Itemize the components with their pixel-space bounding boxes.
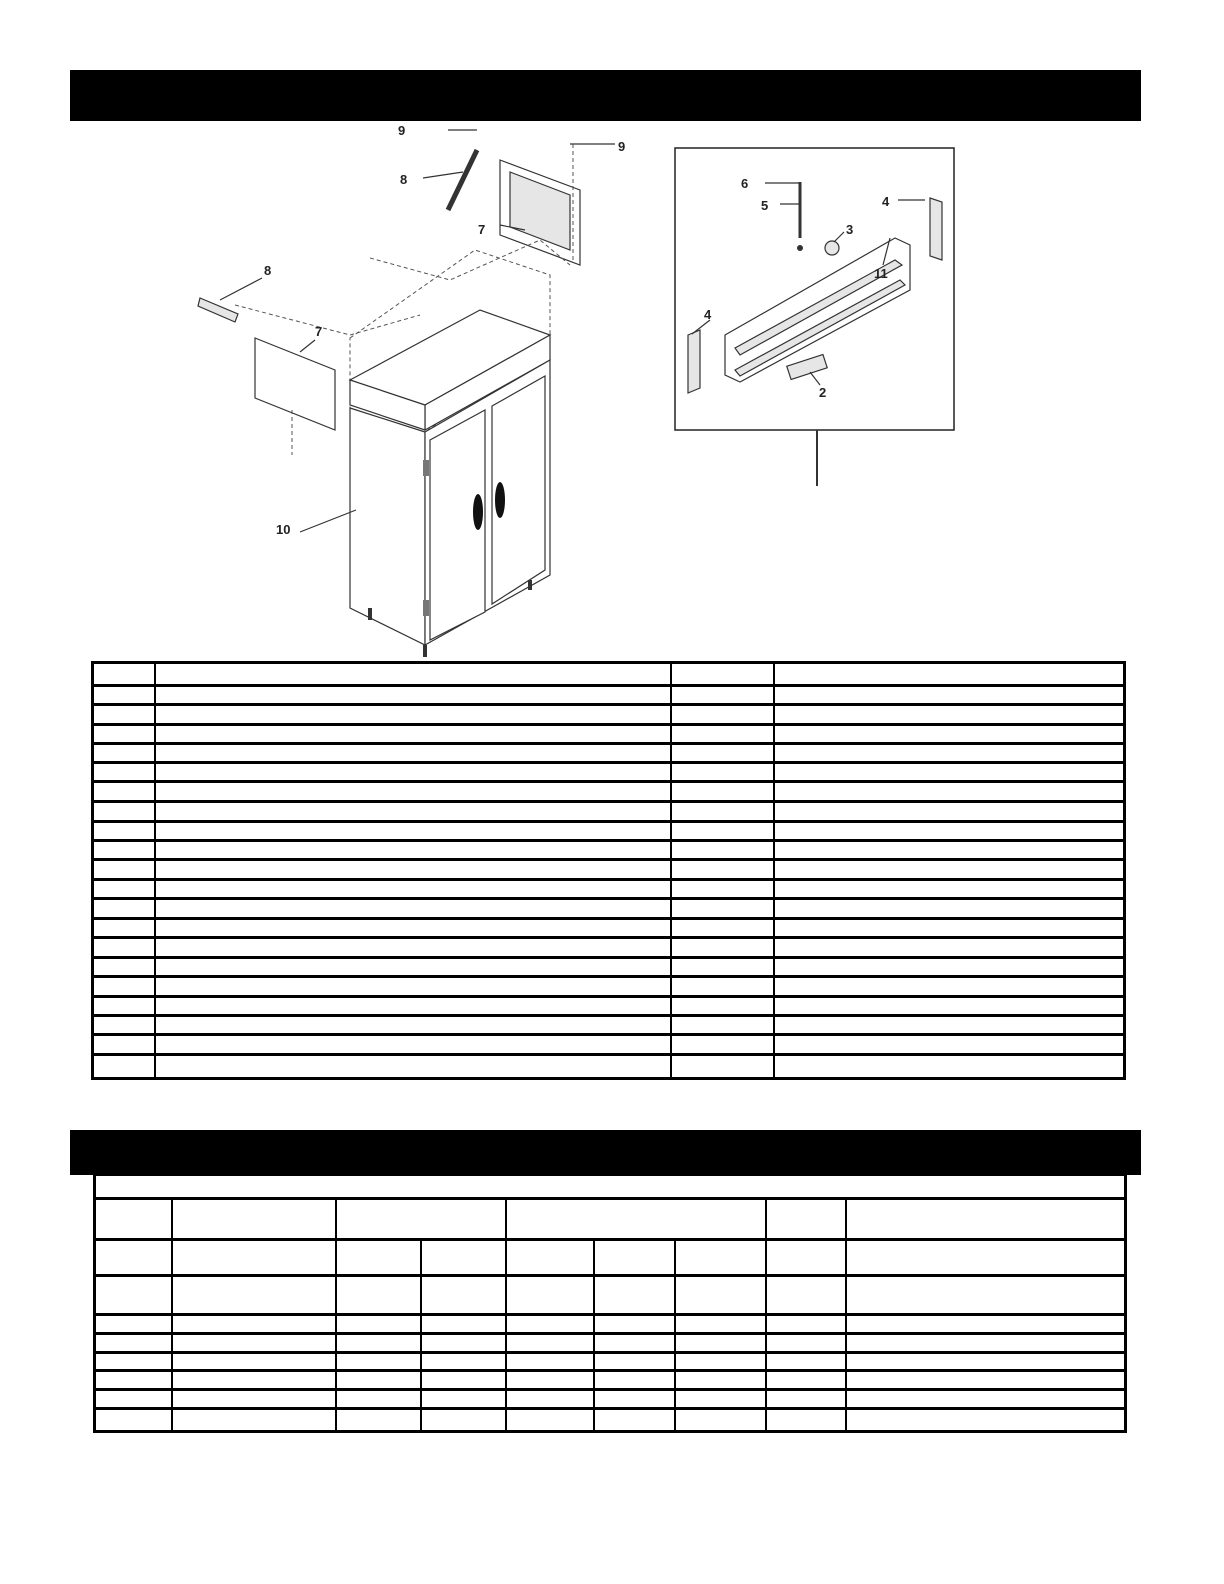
table-row-divider [94,1014,1123,1017]
table-row-divider [94,897,1123,900]
riser-panel-part [255,338,335,430]
table-row-divider [94,780,1123,783]
section-header-bar-bottom [70,1130,1141,1175]
specification-table [93,1173,1127,1433]
leader-line [300,510,356,532]
knob-part [825,241,839,255]
table-column-divider [765,1197,767,1430]
callout-label: 3 [846,222,854,237]
parts-list-table [91,661,1126,1080]
callout-label: 6 [741,176,749,191]
callout-label: 9 [618,139,626,154]
table-row-divider [96,1274,1124,1277]
table-row-divider [96,1332,1124,1335]
bracket-rod-part [448,150,477,210]
section-header-bar-top [70,70,1141,121]
table-row-divider [94,936,1123,939]
table-row-divider [94,956,1123,959]
table-subcolumn-divider [420,1238,422,1430]
callout-label: 5 [761,198,769,213]
table-row-divider [94,917,1123,920]
callout-label: 7 [478,222,486,237]
door-handle-right [495,482,505,518]
assembly-dashed-line [235,305,420,335]
table-row-divider [96,1407,1124,1410]
table-row-divider [94,820,1123,823]
callout-label: 11 [874,266,888,281]
screw-part [797,245,803,251]
leader-line [220,278,262,300]
table-row-divider [94,1053,1123,1056]
table-row-divider [94,703,1123,706]
table-row-divider [94,858,1123,861]
end-cap-part [930,198,942,260]
table-row-divider [96,1388,1124,1391]
callout-label: 9 [398,123,406,138]
table-row-divider [94,839,1123,842]
callout-label: 8 [264,263,272,278]
table-column-divider [171,1197,173,1430]
table-row-divider [96,1238,1124,1241]
table-row-divider [94,878,1123,881]
door-hinge [423,460,429,476]
callout-label: 4 [882,194,890,209]
callout-label: 4 [704,307,712,322]
table-row-divider [94,800,1123,803]
table-row-divider [94,742,1123,745]
table-column-divider [845,1197,847,1430]
cabinet-side-panel [350,408,425,645]
table-row-divider [94,1033,1123,1036]
table-row-divider [96,1351,1124,1354]
callout-label: 10 [276,522,291,537]
leader-line [300,340,315,352]
table-row-divider [94,975,1123,978]
table-row-divider [96,1197,1124,1200]
end-cap-part [688,330,700,393]
door-handle-left [473,494,483,530]
callout-label: 8 [400,172,408,187]
table-row-divider [96,1369,1124,1372]
table-row-divider [94,761,1123,764]
table-column-divider [505,1197,507,1430]
exploded-parts-diagram [180,120,1000,660]
callout-label: 7 [315,324,323,339]
table-row-divider [94,723,1123,726]
table-subcolumn-divider [674,1238,676,1430]
bracket-rod-part [198,298,238,322]
table-row-divider [94,684,1123,687]
table-row-divider [94,995,1123,998]
table-column-divider [335,1197,337,1430]
table-row-divider [96,1313,1124,1316]
leader-line [423,172,463,178]
table-subcolumn-divider [593,1238,595,1430]
callout-label: 2 [819,385,827,400]
door-hinge [423,600,429,616]
